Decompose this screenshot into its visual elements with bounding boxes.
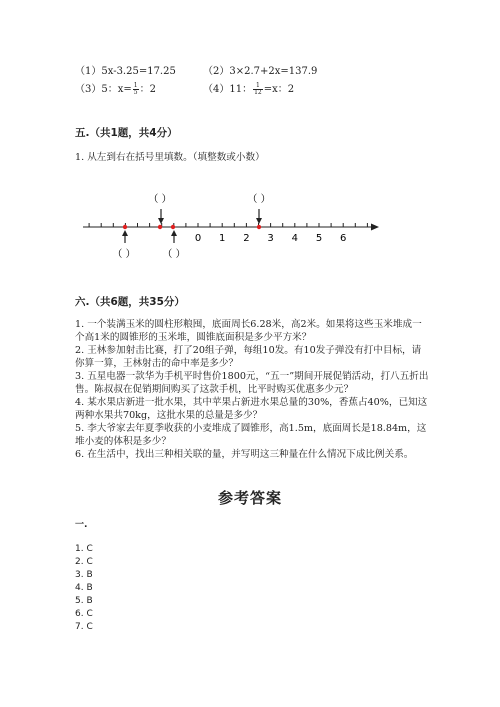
number-line-tick-label: 4: [291, 233, 298, 244]
fraction: [133, 83, 139, 96]
number-line-tick-label: 5: [315, 233, 323, 244]
answer-item: 6. C: [75, 609, 93, 619]
answers-title: 参考答案: [217, 489, 282, 507]
equation-4-prefix: （4）11：: [203, 84, 253, 95]
answer-bracket: （ ）: [112, 249, 136, 260]
number-line-figure: [75, 185, 385, 265]
down-arrow-icon: [158, 209, 164, 224]
section-6-question-5: 5. 李大爷家去年夏季收获的小麦堆成了圆锥形，高1.5m，底面周长是18.84m，这堆小麦的体积是多少？: [75, 423, 427, 447]
fraction-numerator: 1: [253, 83, 263, 90]
section-6-question-2: 2. 王林参加射击比赛，打了20组子弹，每组10发。有10发子弹没有打中目标，请你算一算，王林射击的命中率是多少？: [75, 345, 422, 369]
number-line-arrow-icon: [371, 224, 379, 231]
answer-item: 1. C: [75, 544, 93, 554]
answer-bracket: （ ）: [247, 194, 271, 205]
red-point-marker: [158, 225, 162, 229]
section-6-question-3: 3. 五星电器一款华为手机平时售价1800元，“五一”期间开展促销活动，打八五折出售。陈叔叔在促销期间购买了这款手机，比平时购买优惠多少元？: [75, 371, 429, 395]
answers-part-label: 一.: [75, 520, 88, 530]
equation-2: （2）3×2.7+2x=137.9: [203, 66, 318, 77]
section-5-heading: 五.（共1题，共4分）: [75, 127, 178, 139]
red-point-marker: [171, 225, 175, 229]
number-line: [83, 224, 379, 231]
answer-list: [75, 543, 93, 634]
answer-item: 7. C: [75, 622, 93, 632]
up-arrow-icon: [171, 230, 177, 243]
answer-item: 3. B: [75, 570, 93, 580]
section-6-question-1: 1. 一个装满玉米的圆柱形粮囤，底面周长6.28米，高2米。如果将这些玉米堆成一个高1米的圆锥形的玉米堆，圆锥底面积是多少平方米？: [75, 319, 422, 343]
fraction-numerator: 1: [133, 82, 138, 89]
equation-1: （1）5x-3.25=17.25: [75, 66, 176, 77]
number-line-ticks: [89, 223, 367, 227]
equation-3-prefix: （3）5：x=: [75, 84, 132, 95]
section-6-heading: 六.（共6题，共35分）: [75, 296, 185, 308]
answer-bracket: （ ）: [148, 194, 172, 205]
red-point-marker: [257, 225, 261, 229]
number-line-tick-label: 2: [243, 233, 250, 244]
number-line-tick-labels: [195, 233, 347, 244]
red-point-marker: [123, 225, 127, 229]
equation-4: [203, 80, 294, 96]
section-6-question-4: 4. 某水果店新进一批水果，其中苹果占新进水果总量的30%，香蕉占40%，已知这两种水果共70kg，这批水果的总量是多少？: [75, 397, 428, 421]
number-line-tick-label: 3: [267, 233, 274, 244]
equation-3-suffix: ：2: [139, 84, 156, 95]
section-5-question-1: 1. 从左到右在括号里填数。（填整数或小数）: [75, 152, 265, 163]
down-arrow-icon: [256, 209, 262, 224]
section-6-question-6: 6. 在生活中，找出三种相关联的量，并写明这三种量在什么情况下成比例关系。: [75, 449, 414, 460]
up-arrow-icon: [122, 230, 128, 243]
answer-item: 2. C: [75, 557, 93, 567]
equation-4-suffix: =x：2: [263, 84, 295, 95]
equation-3: [75, 80, 156, 96]
answer-item: 4. B: [75, 583, 93, 593]
fraction-denominator: 5: [133, 89, 138, 96]
number-line-tick-label: 1: [219, 233, 226, 244]
fraction-denominator: 12: [254, 89, 262, 96]
number-line-tick-label: 0: [194, 233, 202, 244]
number-line-tick-label: 6: [340, 233, 347, 244]
answer-bracket: （ ）: [162, 249, 186, 260]
answer-item: 5. B: [75, 596, 93, 606]
fraction: [253, 83, 263, 96]
